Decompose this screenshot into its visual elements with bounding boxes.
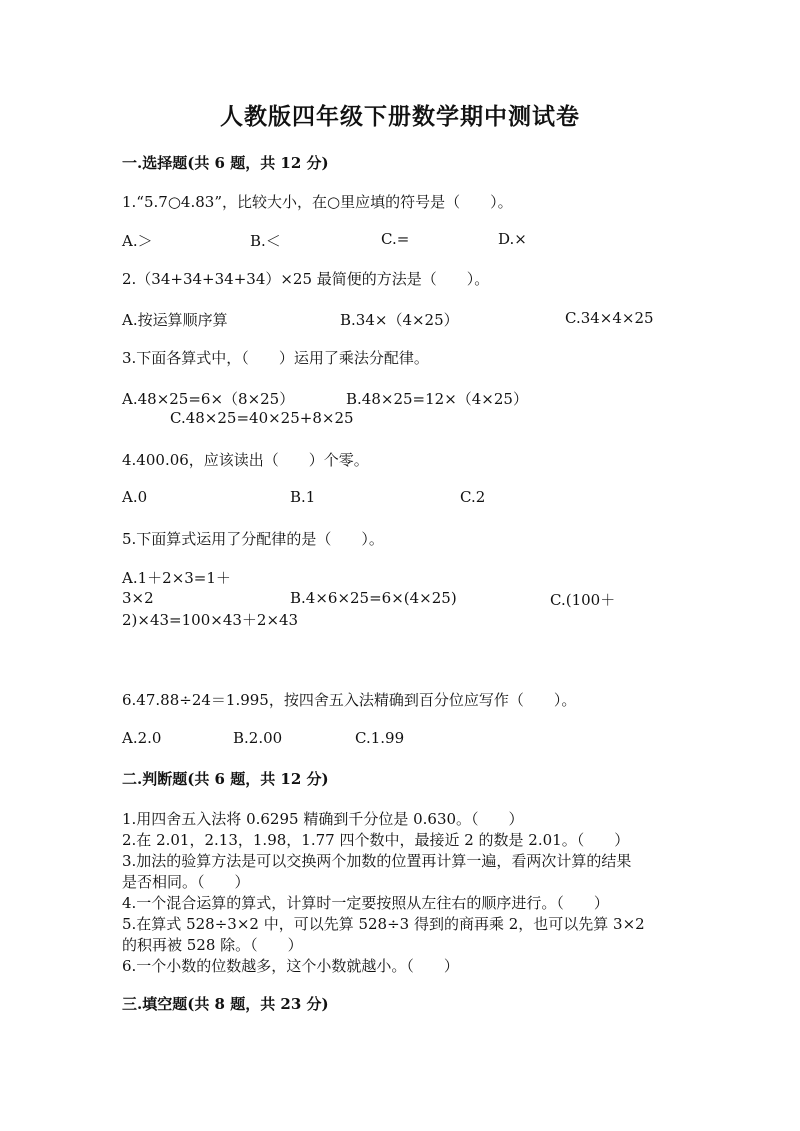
question-6-option-a: A.2.0 (122, 729, 162, 747)
section-heading-judge: 二.判断题(共 6 题，共 12 分) (122, 770, 329, 788)
judge-line-6: 6.一个小数的位数越多，这个小数就越小。（ ） (122, 957, 459, 975)
question-4-stem: 4.400.06，应该读出（ ）个零。 (122, 451, 369, 469)
question-1-option-a: A.＞ (122, 232, 153, 250)
question-4-option-b: B.1 (290, 488, 316, 506)
judge-line-4: 4.一个混合运算的算式，计算时一定要按照从左往右的顺序进行。（ ） (122, 894, 609, 912)
judge-line-5-cont: 的积再被 528 除。（ ） (122, 936, 303, 954)
question-1-stem: 1.“5.7○4.83”，比较大小，在○里应填的符号是（ ）。 (122, 193, 513, 211)
question-1-option-d: D.× (498, 230, 527, 248)
question-6-stem: 6.47.88÷24＝1.995，按四舍五入法精确到百分位应写作（ ）。 (122, 691, 577, 709)
question-3-option-b: B.48×25=12×（4×25） (346, 390, 528, 408)
question-2-stem: 2.（34+34+34+34）×25 最简便的方法是（ ）。 (122, 270, 490, 288)
question-5-stem: 5.下面算式运用了分配律的是（ ）。 (122, 530, 384, 548)
judge-line-3-cont: 是否相同。（ ） (122, 873, 250, 891)
judge-line-5: 5.在算式 528÷3×2 中，可以先算 528÷3 得到的商再乘 2，也可以先算 3×2 (122, 915, 645, 933)
question-1-option-c: C.= (381, 230, 410, 248)
question-4-option-a: A.0 (122, 488, 148, 506)
question-3-option-c: C.48×25=40×25+8×25 (170, 409, 354, 427)
question-6-option-b: B.2.00 (233, 729, 283, 747)
judge-line-2: 2.在 2.01，2.13，1.98，1.77 四个数中，最接近 2 的数是 2.01。（ ） (122, 831, 630, 849)
question-2-option-b: B.34×（4×25） (340, 311, 459, 329)
question-5-option-c-line1: C.(100＋ (550, 591, 616, 609)
question-5-option-a-line2: 3×2 (122, 589, 154, 607)
section-heading-fill: 三.填空题(共 8 题，共 23 分) (122, 995, 329, 1013)
question-2-option-c: C.34×4×25 (565, 309, 654, 327)
section-heading-choice: 一.选择题(共 6 题，共 12 分) (122, 154, 329, 172)
question-6-option-c: C.1.99 (355, 729, 405, 747)
question-5-option-b: B.4×6×25=6×(4×25) (290, 589, 457, 607)
judge-line-1: 1.用四舍五入法将 0.6295 精确到千分位是 0.630。（ ） (122, 810, 524, 828)
page-title: 人教版四年级下册数学期中测试卷 (220, 103, 580, 130)
question-1-option-b: B.＜ (250, 232, 281, 250)
question-5-option-a-line1: A.1＋2×3=1＋ (122, 569, 231, 587)
question-3-option-a: A.48×25=6×（8×25） (122, 390, 295, 408)
judge-line-3: 3.加法的验算方法是可以交换两个加数的位置再计算一遍，看两次计算的结果 (122, 852, 632, 870)
question-2-option-a: A.按运算顺序算 (122, 311, 228, 329)
question-5-option-c-line2: 2)×43=100×43＋2×43 (122, 611, 299, 629)
question-4-option-c: C.2 (460, 488, 486, 506)
question-3-stem: 3.下面各算式中，（ ）运用了乘法分配律。 (122, 349, 429, 367)
